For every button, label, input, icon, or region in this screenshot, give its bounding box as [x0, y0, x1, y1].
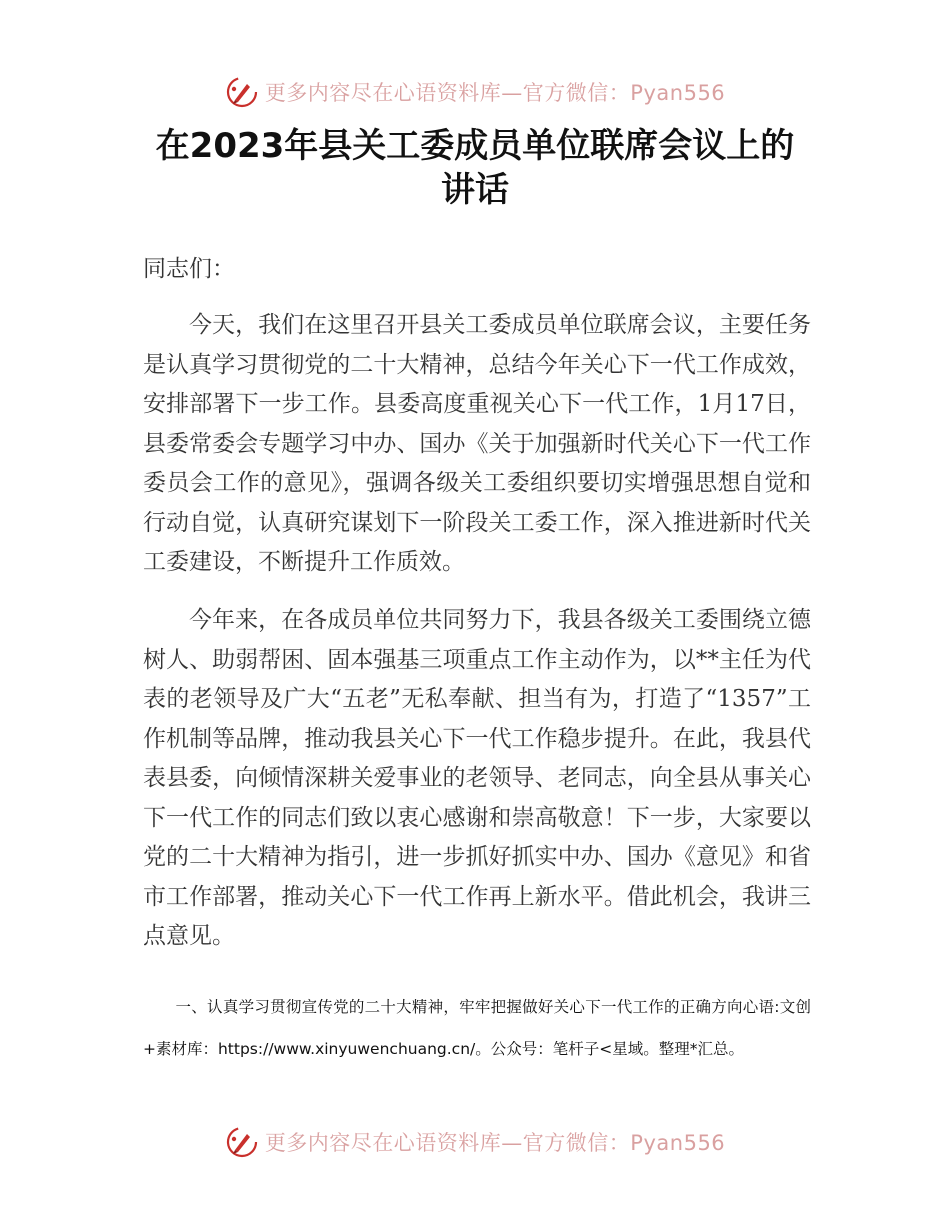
watermark-text: 更多内容尽在心语资料库—官方微信：Pyan556 — [264, 1131, 726, 1155]
section-heading: 一、认真学习贯彻宣传党的二十大精神，牢牢把握做好关心下一代工作的正确方向心语:文创+素材库：https://www.xinyuwenchuang.cn/。公众号：笔杆子<星域。整理*汇总。 — [143, 998, 811, 1058]
paragraph-1: 今天，我们在这里召开县关工委成员单位联席会议，主要任务是认真学习贯彻党的二十大精神，总结今年关心下一代工作成效，安排部署下一步工作。县委高度重视关心下一代工作，1月17日，县委常委会专题学习中办、国办《关于加强新时代关心下一代工作委员会工作的意见》，强调各级关工委组织要切实增强思想自觉和行动自觉，认真研究谋划下一阶段关工委工作，深入推进新时代关工委建设，不断提升工作质效。 — [143, 312, 811, 575]
paragraph-2: 今年来，在各成员单位共同努力下，我县各级关工委围绕立德树人、助弱帮困、固本强基三项重点工作主动作为，以**主任为代表的老领导及广大“五老”无私奉献、担当有为，打造了“1357”工作机制等品牌，推动我县关心下一代工作稳步提升。在此，我县代表县委，向倾情深耕关爱事业的老领导、老同志，向全县从事关心下一代工作的同志们致以衷心感谢和崇高敬意！下一步，大家要以党的二十大精神为指引，进一步抓好抓实中办、国办《意见》和省市工作部署，推动关心下一代工作再上新水平。借此机会，我讲三点意见。 — [143, 607, 811, 949]
page-title — [100, 124, 850, 212]
pen-logo-icon — [225, 1125, 259, 1159]
pen-logo-icon — [225, 75, 259, 109]
watermark-footer — [0, 1122, 950, 1162]
watermark-text: 更多内容尽在心语资料库—官方微信：Pyan556 — [264, 81, 726, 105]
title-line-1: 在2023年县关工委成员单位联席会议上的 — [155, 126, 795, 166]
watermark-header — [0, 72, 950, 112]
title-line-2: 讲话 — [441, 170, 509, 210]
salutation: 同志们： — [143, 256, 235, 282]
